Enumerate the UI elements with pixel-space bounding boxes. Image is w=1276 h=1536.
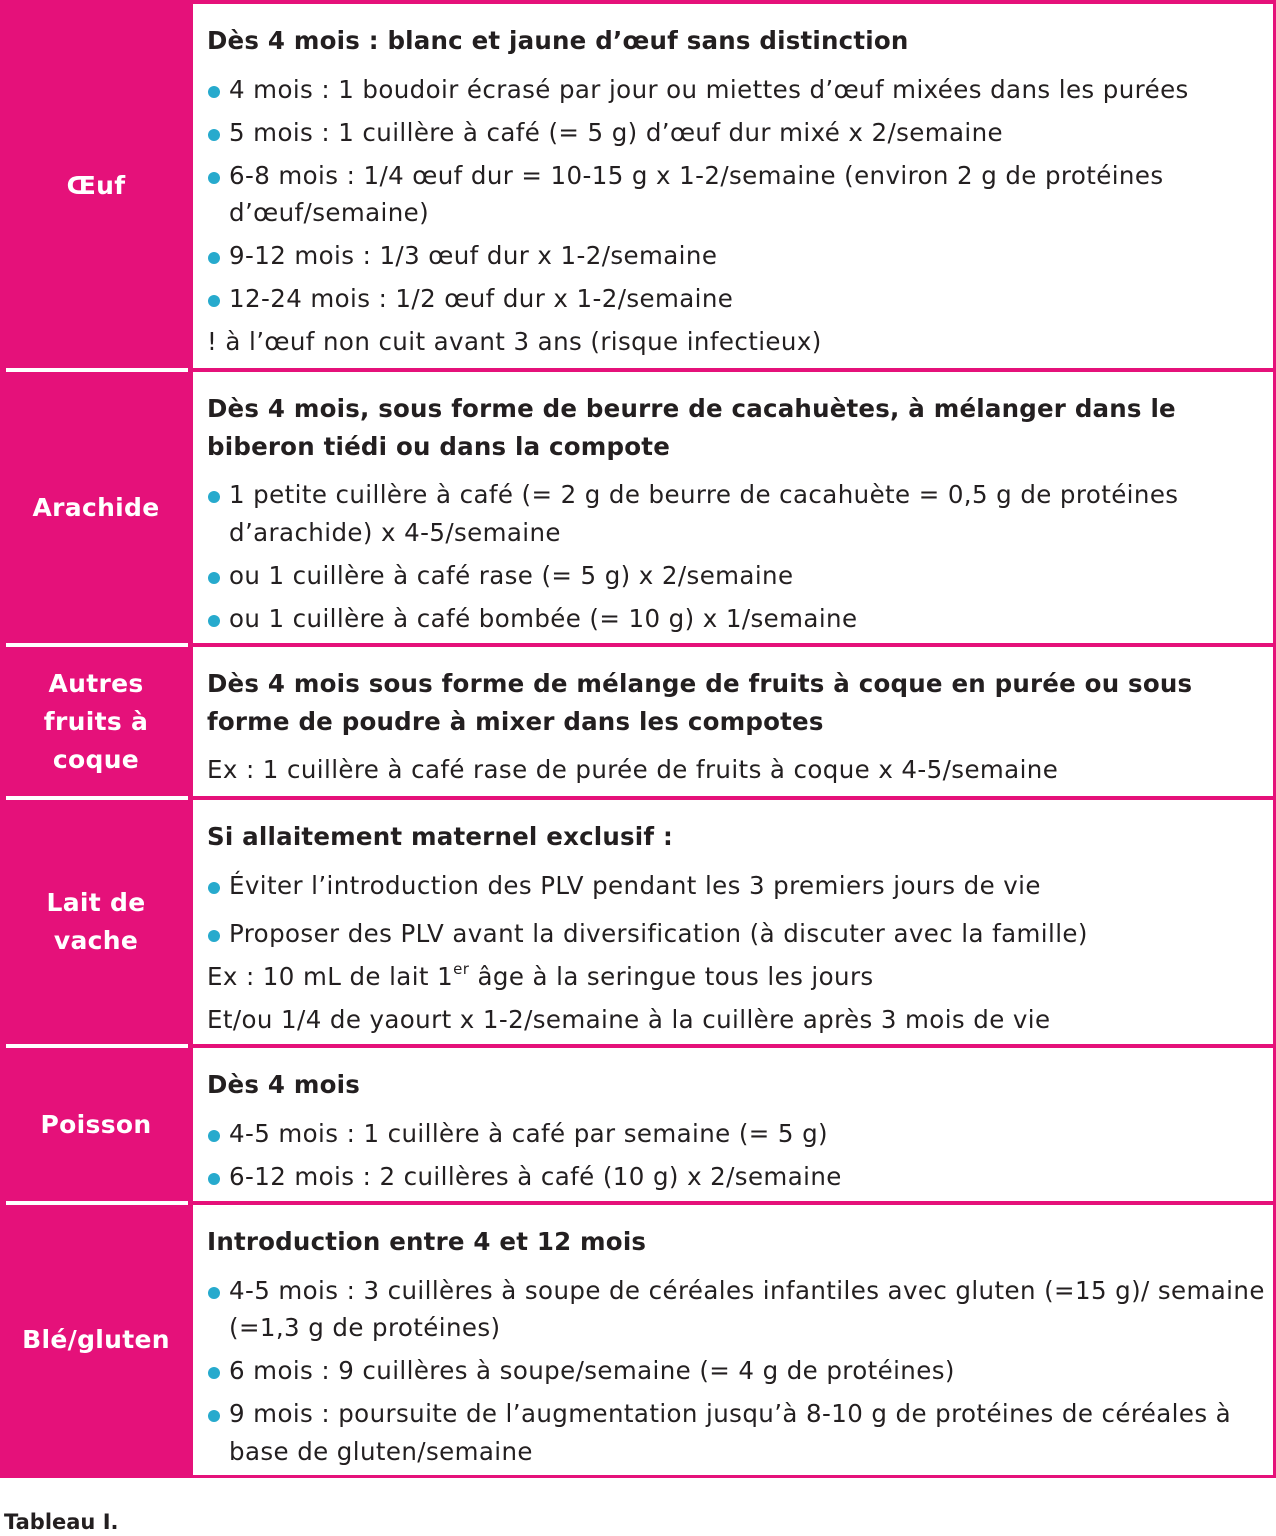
bullet-item: 4-5 mois : 1 cuillère à café par semaine (= 5 g) [207,1115,1273,1153]
table-row-poisson [0,1048,1276,1201]
bullet-item: 6 mois : 9 cuillères à soupe/semaine (= 4 g de protéines) [207,1352,1273,1390]
row-heading: Dès 4 mois sous forme de mélange de fruits à coque en purée ou sous forme de poudre à mixer dans les compotes [207,669,1193,736]
row-content-cell [193,1205,1273,1475]
bullet-item: 12-24 mois : 1/2 œuf dur x 1-2/semaine [207,280,1273,318]
bullet-dot-icon [208,1410,220,1422]
bullet-dot-icon [208,1173,220,1185]
row-label-cell [0,4,192,368]
row-label: Œuf [66,171,126,200]
bullet-item: Proposer des PLV avant la diversification (à discuter avec la famille) [207,915,1273,953]
row-label-cell [0,647,192,796]
table-caption: Tableau I. [4,1510,119,1534]
bullet-dot-icon [208,86,220,98]
example-line: Ex : 10 mL de lait 1er âge à la seringue tous les jours [207,959,874,991]
row-heading: Si allaitement maternel exclusif : [207,822,673,851]
bullet-item: 9-12 mois : 1/3 œuf dur x 1-2/semaine [207,237,1273,275]
bullet-item: ou 1 cuillère à café bombée (= 10 g) x 1/semaine [207,600,1273,638]
bullet-item: 5 mois : 1 cuillère à café (= 5 g) d’œuf dur mixé x 2/semaine [207,114,1273,152]
bullet-dot-icon [208,129,220,141]
row-content-cell [193,372,1273,643]
example-line: Ex : 1 cuillère à café rase de purée de fruits à coque x 4-5/semaine [207,755,1059,784]
bullet-item: 4 mois : 1 boudoir écrasé par jour ou miettes d’œuf mixées dans les purées [207,71,1273,109]
row-label: Poisson [40,1109,152,1139]
bullet-dot-icon [208,491,220,503]
row-heading: Dès 4 mois [207,1070,360,1099]
table-row-lait-de-vache [0,800,1276,1044]
bullet-dot-icon [208,882,220,894]
row-content-cell [193,647,1273,796]
note-line: ! à l’œuf non cuit avant 3 ans (risque infectieux) [207,327,822,356]
bullet-dot-icon [208,1287,220,1299]
table-row-fruits-a-coque [0,647,1276,796]
bullet-dot-icon [208,615,220,627]
row-heading: Dès 4 mois, sous forme de beurre de cacahuètes, à mélanger dans le biberon tiédi ou dans la compote [207,394,1176,461]
bullet-item: 9 mois : poursuite de l’augmentation jusqu’à 8-10 g de protéines de céréales à base de gluten/semaine [207,1395,1273,1470]
row-content-cell [193,800,1273,1044]
bullet-item: Éviter l’introduction des PLV pendant les 3 premiers jours de vie [207,867,1273,905]
bullet-item: 4-5 mois : 3 cuillères à soupe de céréales infantiles avec gluten (=15 g)/ semaine (=1,3 g de protéines) [207,1272,1273,1347]
row-heading: Introduction entre 4 et 12 mois [207,1227,647,1256]
bullet-item: ou 1 cuillère à café rase (= 5 g) x 2/semaine [207,557,1273,595]
row-heading: Dès 4 mois : blanc et jaune d’œuf sans distinction [207,26,909,55]
bullet-dot-icon [208,252,220,264]
table-row-oeuf [0,4,1276,368]
bullet-item: 1 petite cuillère à café (= 2 g de beurre de cacahuète = 0,5 g de protéines d’arachide) x 4-5/semaine [207,476,1273,551]
row-label-cell [0,800,192,1044]
row-label: Arachide [32,492,160,522]
bullet-dot-icon [208,572,220,584]
row-content-cell [193,1048,1273,1201]
table-row-ble-gluten [0,1205,1276,1475]
row-content-cell [193,4,1273,368]
row-label: Autres fruits à coque [43,668,149,774]
example-line: Et/ou 1/4 de yaourt x 1-2/semaine à la cuillère après 3 mois de vie [207,1005,1051,1034]
bullet-dot-icon [208,1367,220,1379]
row-label: Blé/gluten [22,1325,170,1354]
bullet-dot-icon [208,295,220,307]
bullet-dot-icon [208,172,220,184]
row-label-cell [0,1205,192,1475]
row-label: Lait de vache [46,888,146,955]
row-label-cell [0,1048,192,1201]
bullet-dot-icon [208,1130,220,1142]
bullet-item: 6-8 mois : 1/4 œuf dur = 10-15 g x 1-2/semaine (environ 2 g de protéines d’œuf/semaine) [207,157,1273,232]
bullet-dot-icon [208,930,220,942]
table-row-arachide [0,372,1276,643]
row-label-cell [0,372,192,643]
bullet-item: 6-12 mois : 2 cuillères à café (10 g) x 2/semaine [207,1158,1273,1196]
